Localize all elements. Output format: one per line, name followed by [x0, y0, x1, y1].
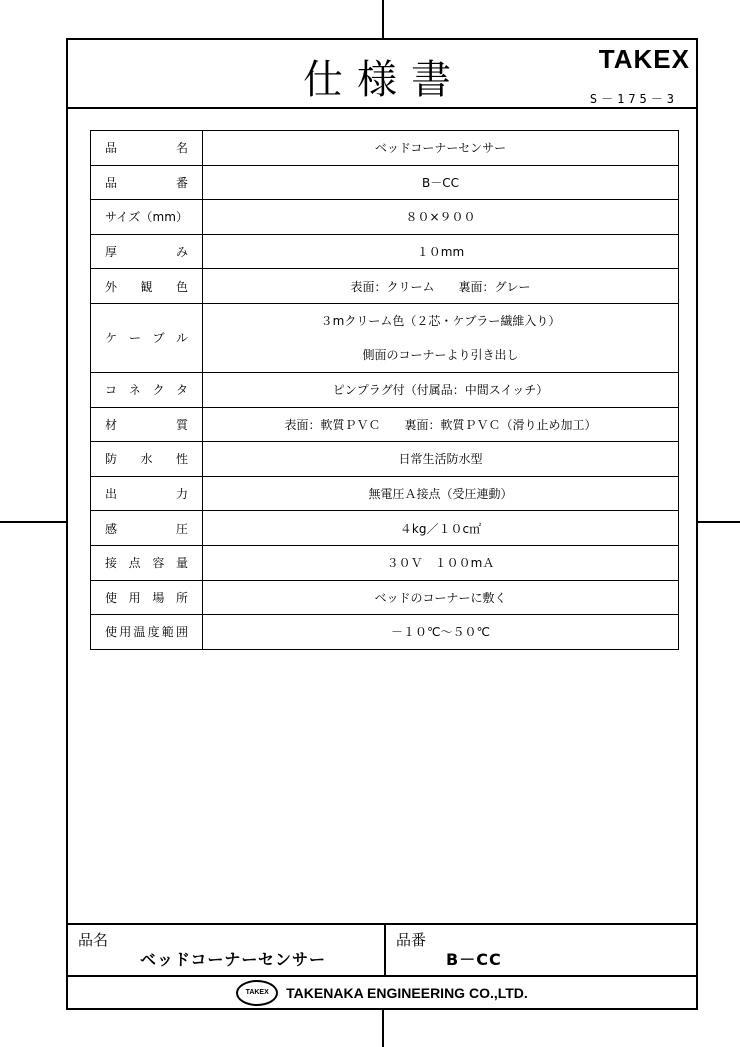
spec-value-cell [203, 269, 679, 304]
spec-value: ３mクリーム色（２芯・ケブラー繊維入り） [320, 313, 561, 328]
spec-row [91, 234, 679, 269]
spec-row [91, 200, 679, 235]
spec-value-cell [203, 407, 679, 442]
company-block [68, 975, 696, 1010]
spec-value-cell [203, 545, 679, 580]
company-name: TAKENAKA ENGINEERING CO.,LTD. [286, 984, 528, 1001]
spec-row [91, 269, 679, 304]
spec-label: 使用場所 [105, 590, 188, 605]
spec-value-cell [203, 165, 679, 200]
spec-value: １０mm [416, 245, 465, 260]
document-number: S－175－3 [589, 92, 678, 106]
crop-mark-right [698, 521, 740, 523]
spec-label-cell [91, 269, 203, 304]
footer-number-label: 品番 [396, 931, 427, 949]
footer-name-value: ベッドコーナーセンサー [140, 950, 327, 969]
spec-value: ピンプラグ付（付属品：中間スイッチ） [332, 383, 549, 398]
spec-label: ケーブル [105, 331, 188, 346]
spec-value-cell [203, 234, 679, 269]
spec-label-cell [91, 165, 203, 200]
spec-row [91, 442, 679, 477]
spec-value-cell [203, 131, 679, 166]
spec-value: 日常生活防水型 [398, 452, 483, 467]
spec-value: －１０℃～５０℃ [391, 625, 490, 640]
footer-number-value: B－CC [446, 950, 502, 969]
spec-value: ３０Ｖ １００mＡ [386, 556, 495, 571]
spec-label-cell [91, 511, 203, 546]
spec-value-cell [203, 580, 679, 615]
spec-value-cell [203, 476, 679, 511]
spec-value: 無電圧Ａ接点（受圧連動） [368, 487, 513, 502]
spec-value-cell [203, 200, 679, 235]
spec-label: 出力 [105, 487, 188, 502]
crop-mark-left [0, 521, 66, 523]
spec-label: 厚み [105, 245, 188, 260]
spec-label: 接点容量 [105, 556, 188, 571]
footer-info [68, 925, 696, 975]
spec-label-cell [91, 545, 203, 580]
footer-number-cell [386, 925, 696, 975]
spec-table [90, 130, 679, 650]
spec-value: ４kg／１０c㎡ [399, 521, 482, 536]
spec-label: サイズ（mm） [105, 210, 188, 225]
spec-label-cell [91, 200, 203, 235]
spec-label-cell [91, 580, 203, 615]
spec-row [91, 303, 679, 372]
spec-label: 品名 [105, 141, 188, 156]
spec-label: 品番 [105, 175, 188, 190]
company-logo: TAKEX [236, 980, 278, 1006]
spec-row [91, 165, 679, 200]
spec-label-cell [91, 442, 203, 477]
spec-value: 表面：クリーム 裏面：グレー [350, 279, 531, 294]
spec-row [91, 511, 679, 546]
spec-label-cell [91, 303, 203, 372]
spec-value-cell [203, 615, 679, 650]
spec-label: 防水性 [105, 452, 188, 467]
spec-label-cell [91, 476, 203, 511]
spec-value-cell [203, 511, 679, 546]
spec-label: コネクタ [105, 383, 188, 398]
spec-label-cell [91, 407, 203, 442]
spec-label-cell [91, 372, 203, 407]
spec-value-cell [203, 372, 679, 407]
footer-name-cell [68, 925, 384, 975]
page-title: 仕様書 [303, 57, 465, 103]
spec-row [91, 372, 679, 407]
crop-mark-bottom [382, 1010, 384, 1047]
header-divider [68, 107, 696, 109]
brand-logo: TAKEX [598, 44, 690, 74]
spec-value: B－CC [422, 175, 459, 190]
spec-value-cell [203, 303, 679, 372]
spec-row [91, 545, 679, 580]
spec-row [91, 407, 679, 442]
spec-label: 材質 [105, 417, 188, 432]
spec-value: 側面のコーナーより引き出し [362, 347, 519, 362]
spec-label: 感圧 [105, 521, 188, 536]
spec-label: 使用温度範囲 [105, 625, 188, 640]
spec-row [91, 615, 679, 650]
spec-row [91, 580, 679, 615]
footer-name-label: 品名 [78, 931, 109, 949]
spec-label-cell [91, 615, 203, 650]
crop-mark-top [382, 0, 384, 38]
spec-row [91, 131, 679, 166]
spec-row [91, 476, 679, 511]
spec-value-cell [203, 442, 679, 477]
spec-sheet [66, 38, 698, 1010]
spec-label: 外観色 [105, 279, 188, 294]
spec-label-cell [91, 234, 203, 269]
spec-value: 表面：軟質ＰＶＣ 裏面：軟質ＰＶＣ（滑り止め加工） [284, 417, 597, 432]
spec-value: ベッドのコーナーに敷く [374, 590, 507, 605]
spec-label-cell [91, 131, 203, 166]
spec-value: ベッドコーナーセンサー [374, 141, 507, 156]
spec-value: ８０×９００ [405, 210, 476, 225]
